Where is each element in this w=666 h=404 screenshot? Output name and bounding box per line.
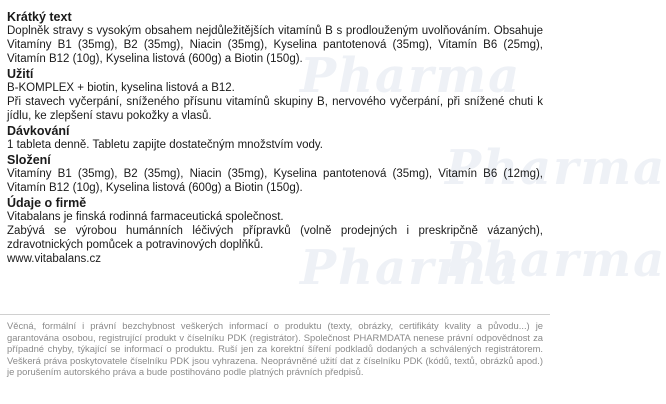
section-paragraph: Vitabalans je finská rodinná farmaceutická společnost. [7,211,284,223]
watermark: Pharma [300,48,522,104]
section-paragraph: Doplněk stravy s vysokým obsahem nejdůležitějších vitamínů B s prodlouženým uvolňováním. Obsahuje Vitamíny B1 (35mg), B2 (35mg), Niacin (35mg), Kyselina pantotenová (35mg), Vitamín B6 (25mg), Vitamín B12 (10g), Kyselina listová (600g) a Biotin (150g). [7,25,543,65]
product-info [7,10,543,267]
disclaimer-text: Věcná, formální i právní bezchybnost veškerých informací o produktu (texty, obrázky, certifikáty kvality a původu...) je garantována osobou, registrující produkt v číselníku PDK (registrátor). Společnost PHARMDATA nenese právní odpovědnost za případné chyby, týkající se informací o produktu. Ruší jen za korektní šíření podkladů dodaných a schválených registrátorem. Veškerá práva poskytovatele číselníku PDK jsou vyhrazena. Neoprávněné užití dat z číselníku PDK (kódů, textů, obrázků apod.) je porušením autorského práva a bude postihováno podle platných právních předpisů. [7,320,543,378]
section-davkovani [7,124,543,152]
section-kratky-text [7,10,543,66]
watermark: Pharma [300,240,522,296]
section-slozeni [7,153,543,195]
section-paragraph: Zabývá se výrobou humánních léčivých přípravků (volně prodejných i preskripčně vázaných), zdravotnických pomůcek a potravinových doplňků. [7,225,543,251]
section-paragraph: B-KOMPLEX + biotin, kyselina listová a B12. [7,82,235,94]
watermark: Pharma [445,140,666,196]
section-heading: Dávkování [7,124,70,138]
section-heading: Krátký text [7,10,72,24]
watermark: Pharma [445,232,666,288]
company-website: www.vitabalans.cz [7,253,101,265]
section-heading: Složení [7,153,51,167]
section-heading: Údaje o firmě [7,196,87,210]
divider [0,314,550,315]
section-uziti [7,67,543,123]
section-udaje-o-firme [7,196,543,266]
section-heading: Užití [7,67,34,81]
section-paragraph: Při stavech vyčerpání, sníženého přísunu vitamínů skupiny B, nervového vyčerpání, při snížené chuti k jídlu, ke zlepšení stavu pokožky a vlasů. [7,96,543,122]
section-paragraph: Vitamíny B1 (35mg), B2 (35mg), Niacin (35mg), Kyselina pantotenová (35mg), Vitamín B6 (12mg), Vitamín B12 (10g), Kyselina listová (600g) a Biotin (150g). [7,168,543,194]
section-paragraph: 1 tableta denně. Tabletu zapijte dostatečným množstvím vody. [7,139,324,151]
